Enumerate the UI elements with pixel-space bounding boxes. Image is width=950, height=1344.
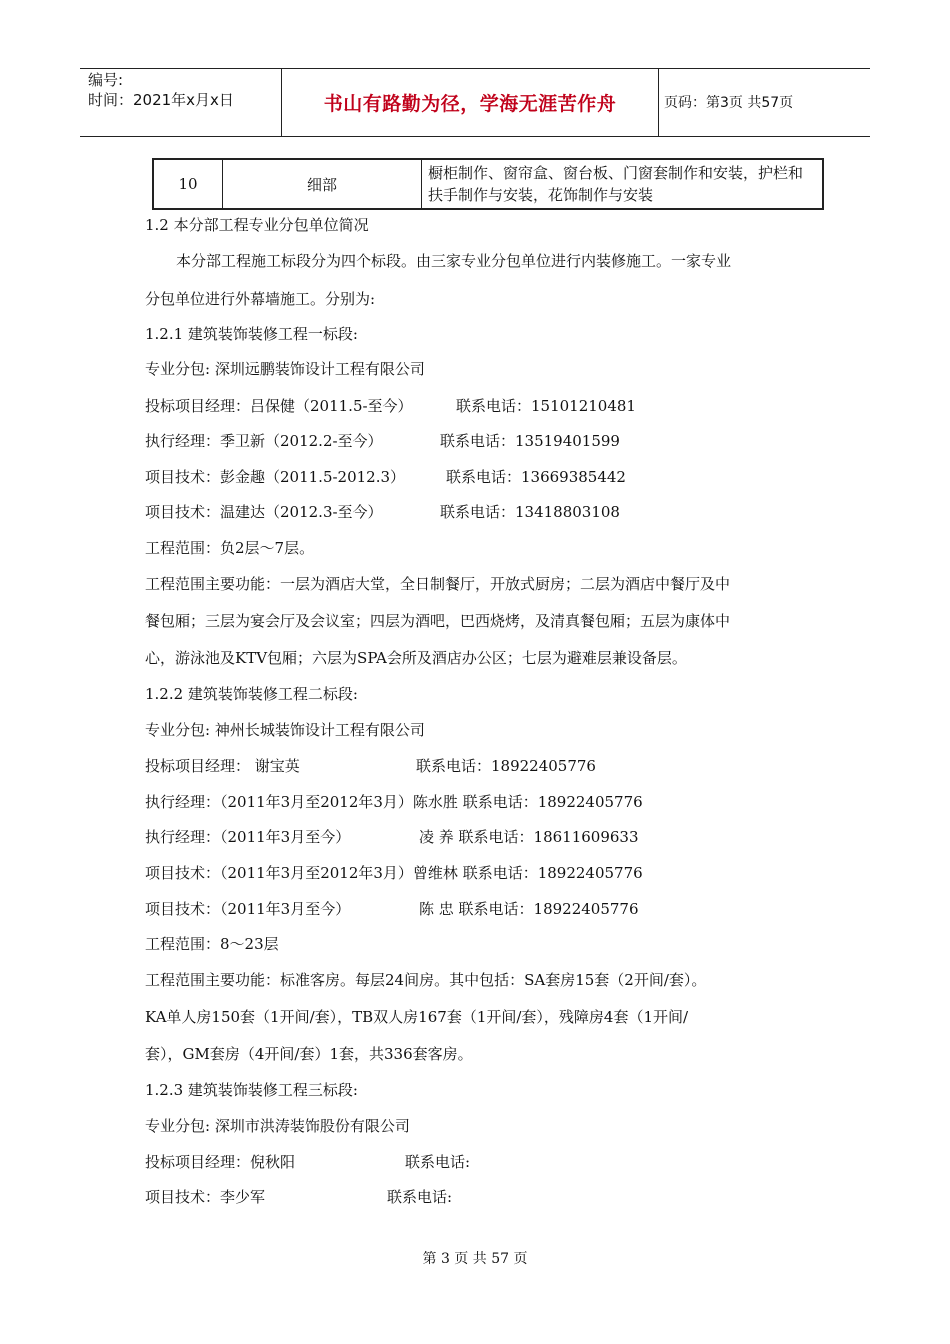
s1-function-line-3: 心，游泳池及KTV包厢；六层为SPA会所及酒店办公区；七层为避难层兼设备层。 (145, 649, 687, 667)
scope-table (152, 158, 824, 210)
header-page-info: 页码：第3页 共57页 (664, 95, 794, 111)
s1-subcontractor: 专业分包: 深圳远鹏装饰设计工程有限公司 (145, 360, 425, 378)
s3-person-1-phone: 联系电话: (405, 1153, 471, 1171)
s2-subcontractor: 专业分包: 神州长城装饰设计工程有限公司 (145, 721, 425, 739)
s1-person-1-phone: 联系电话：15101210481 (456, 397, 636, 415)
header-motto: 书山有路勤为径，学海无涯苦作舟 (323, 92, 617, 115)
s2-person-5-name-phone: 陈 忠 联系电话：18922405776 (419, 900, 639, 918)
s1-person-2-phone: 联系电话：13519401599 (440, 432, 620, 450)
row-index: 10 (153, 159, 223, 209)
section-heading-1-2-1: 1.2.1 建筑装饰装修工程一标段: (145, 325, 358, 343)
table-row (153, 159, 823, 209)
s2-function-line-2: KA单人房150套（1开间/套），TB双人房167套（1开间/套），残障房4套（1开间/ (145, 1008, 689, 1026)
s2-scope: 工程范围：8～23层 (145, 935, 279, 953)
intro-line-2: 分包单位进行外幕墙施工。分别为: (145, 290, 376, 308)
section-heading-1-2: 1.2 本分部工程专业分包单位简况 (145, 216, 369, 234)
s2-function-line-3: 套），GM套房（4开间/套）1套，共336套客房。 (145, 1045, 473, 1063)
s2-person-1: 投标项目经理： 谢宝英 (145, 757, 300, 775)
s2-person-2: 执行经理：（2011年3月至2012年3月）陈水胜 联系电话：18922405776 (145, 793, 643, 811)
header-meta (88, 70, 278, 110)
s3-subcontractor: 专业分包: 深圳市洪涛装饰股份有限公司 (145, 1117, 410, 1135)
s3-person-1: 投标项目经理：倪秋阳 (145, 1153, 296, 1171)
document-number: 编号: (88, 71, 124, 89)
s1-person-4-phone: 联系电话：13418803108 (440, 503, 620, 521)
s3-person-2: 项目技术：李少军 (145, 1188, 266, 1206)
s2-person-5: 项目技术：（2011年3月至今） (145, 900, 351, 918)
s2-function-line-1: 工程范围主要功能：标准客房。每层24间房。其中包括：SA套房15套（2开间/套）。 (145, 971, 707, 989)
s1-person-3-phone: 联系电话：13669385442 (446, 468, 626, 486)
s1-scope: 工程范围：负2层～7层。 (145, 539, 315, 557)
s1-person-3: 项目技术：彭金趣（2011.5-2012.3） (145, 468, 406, 486)
row-name: 细部 (223, 159, 422, 209)
s1-function-line-1: 工程范围主要功能：一层为酒店大堂，全日制餐厅，开放式厨房；二层为酒店中餐厅及中 (145, 575, 731, 593)
section-heading-1-2-3: 1.2.3 建筑装饰装修工程三标段: (145, 1081, 358, 1099)
header-divider-right (658, 68, 659, 136)
s2-person-4: 项目技术：（2011年3月至2012年3月）曾维林 联系电话：18922405776 (145, 864, 643, 882)
section-heading-1-2-2: 1.2.2 建筑装饰装修工程二标段: (145, 685, 358, 703)
s2-person-1-phone: 联系电话：18922405776 (416, 757, 596, 775)
page-footer: 第 3 页 共 57 页 (422, 1251, 528, 1267)
row-content: 橱柜制作、窗帘盒、窗台板、门窗套制作和安装，护栏和扶手制作与安装，花饰制作与安装 (422, 159, 824, 209)
intro-line-1: 本分部工程施工标段分为四个标段。由三家专业分包单位进行内装修施工。一家专业 (176, 252, 732, 270)
document-date: 时间：2021年x月x日 (88, 91, 234, 109)
s3-person-2-phone: 联系电话: (387, 1188, 453, 1206)
s1-person-1: 投标项目经理：吕保健（2011.5-至今） (145, 397, 413, 415)
s1-person-4: 项目技术：温建达（2012.3-至今） (145, 503, 383, 521)
s1-person-2: 执行经理：季卫新（2012.2-至今） (145, 432, 383, 450)
s2-person-3: 执行经理：（2011年3月至今） (145, 828, 351, 846)
s1-function-line-2: 餐包厢；三层为宴会厅及会议室；四层为酒吧，巴西烧烤，及清真餐包厢；五层为康体中 (145, 612, 731, 630)
header-bottom-rule (80, 136, 870, 137)
s2-person-3-name-phone: 凌 养 联系电话：18611609633 (419, 828, 639, 846)
